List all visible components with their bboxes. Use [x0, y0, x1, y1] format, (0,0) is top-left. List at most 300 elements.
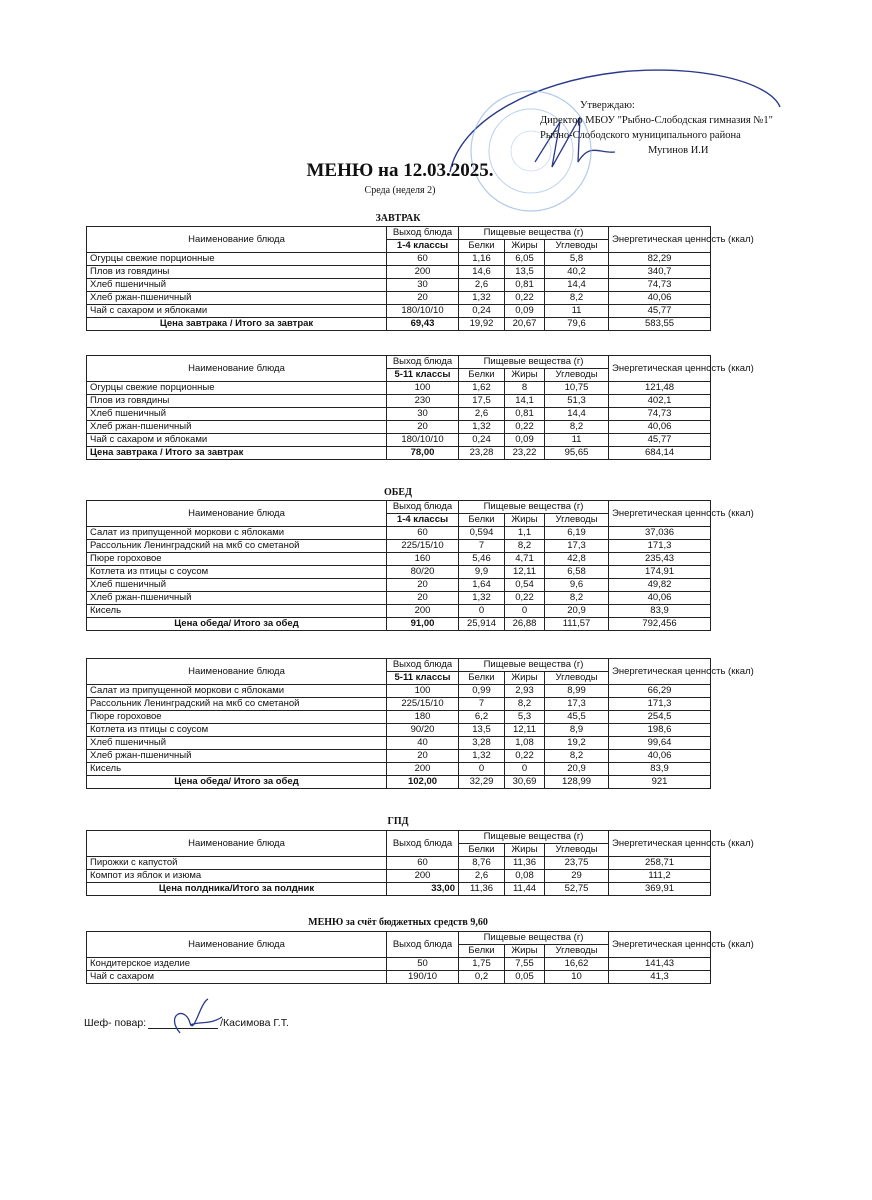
- dish-name: Чай с сахаром: [87, 971, 387, 984]
- table-row: [87, 395, 711, 408]
- header-carbs: Углеводы: [545, 945, 609, 958]
- header-row: [87, 932, 711, 945]
- table-row: [87, 698, 711, 711]
- breakfast-table-5-11: [86, 355, 754, 460]
- header-name: Наименование блюда: [87, 659, 387, 685]
- dish-value: 51,3: [545, 395, 609, 408]
- header-energy: Энергетическая ценность (ккал): [609, 227, 711, 253]
- total-value: 792,456: [609, 618, 711, 631]
- header-name: Наименование блюда: [87, 831, 387, 857]
- dish-value: 1,16: [459, 253, 505, 266]
- dish-value: 20: [387, 750, 459, 763]
- table-row: [87, 737, 711, 750]
- header-fats: Жиры: [505, 369, 545, 382]
- header-output: Выход блюда: [387, 659, 459, 672]
- dish-value: 0,09: [505, 434, 545, 447]
- dish-value: 12,11: [505, 566, 545, 579]
- total-value: 26,88: [505, 618, 545, 631]
- dish-name: Пюре гороховое: [87, 553, 387, 566]
- table-row: [87, 305, 711, 318]
- dish-value: 17,3: [545, 698, 609, 711]
- dish-value: 2,6: [459, 870, 505, 883]
- total-value: 20,67: [505, 318, 545, 331]
- total-row: [87, 776, 711, 789]
- dish-name: Котлета из птицы с соусом: [87, 724, 387, 737]
- dish-value: 14,4: [545, 408, 609, 421]
- header-name: Наименование блюда: [87, 932, 387, 958]
- header-output: Выход блюда: [387, 501, 459, 514]
- dish-name: Хлеб ржан-пшеничный: [87, 750, 387, 763]
- dish-value: 83,9: [609, 605, 711, 618]
- header-energy: Энергетическая ценность (ккал): [609, 932, 711, 958]
- dish-value: 200: [387, 763, 459, 776]
- table-row: [87, 421, 711, 434]
- dish-value: 0,08: [505, 870, 545, 883]
- header-energy: Энергетическая ценность (ккал): [609, 356, 711, 382]
- total-value: 128,99: [545, 776, 609, 789]
- dish-name: Плов из говядины: [87, 266, 387, 279]
- table-row: [87, 857, 711, 870]
- dish-value: 14,6: [459, 266, 505, 279]
- breakfast-heading: ЗАВТРАК: [375, 213, 421, 224]
- dish-value: 6,58: [545, 566, 609, 579]
- dish-value: 40,06: [609, 750, 711, 763]
- dish-value: 30: [387, 279, 459, 292]
- dish-value: 41,3: [609, 971, 711, 984]
- chef-signature: [160, 995, 230, 1039]
- header-output: Выход блюда: [387, 932, 459, 958]
- header-energy: Энергетическая ценность (ккал): [609, 831, 711, 857]
- header-fats: Жиры: [505, 844, 545, 857]
- header-row: [87, 659, 711, 672]
- total-row: [87, 883, 711, 896]
- dish-value: 60: [387, 527, 459, 540]
- dish-value: 8,2: [505, 540, 545, 553]
- table-row: [87, 566, 711, 579]
- dish-value: 0: [459, 763, 505, 776]
- dish-value: 258,71: [609, 857, 711, 870]
- approval-block: [540, 98, 860, 158]
- total-value: 11,36: [459, 883, 505, 896]
- total-value: 23,22: [505, 447, 545, 460]
- dish-value: 1,08: [505, 737, 545, 750]
- header-nutrients: Пищевые вещества (г): [459, 501, 609, 514]
- dish-value: 0,22: [505, 292, 545, 305]
- dish-value: 0,99: [459, 685, 505, 698]
- total-row: [87, 618, 711, 631]
- table-row: [87, 711, 711, 724]
- dish-value: 8,2: [505, 698, 545, 711]
- table-row: [87, 870, 711, 883]
- approval-line2: Директор МБОУ "Рыбно-Слободская гимназия №1": [540, 115, 773, 126]
- dish-value: 60: [387, 253, 459, 266]
- dish-value: 1,32: [459, 750, 505, 763]
- dish-name: Хлеб пшеничный: [87, 579, 387, 592]
- dish-value: 0: [505, 605, 545, 618]
- dish-value: 30: [387, 408, 459, 421]
- dish-value: 66,29: [609, 685, 711, 698]
- header-fats: Жиры: [505, 672, 545, 685]
- dish-value: 90/20: [387, 724, 459, 737]
- dish-value: 49,82: [609, 579, 711, 592]
- dish-name: Кондитерское изделие: [87, 958, 387, 971]
- dish-value: 198,6: [609, 724, 711, 737]
- table-row: [87, 382, 711, 395]
- dish-value: 1,32: [459, 592, 505, 605]
- dish-value: 0,81: [505, 279, 545, 292]
- table-row: [87, 763, 711, 776]
- header-proteins: Белки: [459, 369, 505, 382]
- total-value: 369,91: [609, 883, 711, 896]
- total-value: 102,00: [387, 776, 459, 789]
- dish-value: 11: [545, 434, 609, 447]
- budget-table: [86, 931, 754, 984]
- total-value: 95,65: [545, 447, 609, 460]
- dish-value: 45,77: [609, 305, 711, 318]
- dish-value: 0: [505, 763, 545, 776]
- dish-value: 8,76: [459, 857, 505, 870]
- dish-value: 0,594: [459, 527, 505, 540]
- header-carbs: Углеводы: [545, 672, 609, 685]
- dish-value: 0,24: [459, 305, 505, 318]
- dish-value: 1,32: [459, 292, 505, 305]
- dish-value: 3,28: [459, 737, 505, 750]
- dish-value: 200: [387, 870, 459, 883]
- total-value: 19,92: [459, 318, 505, 331]
- dish-value: 2,6: [459, 408, 505, 421]
- table-row: [87, 434, 711, 447]
- total-value: 32,29: [459, 776, 505, 789]
- dish-value: 180: [387, 711, 459, 724]
- dish-name: Хлеб ржан-пшеничный: [87, 421, 387, 434]
- header-carbs: Углеводы: [545, 514, 609, 527]
- dish-name: Огурцы свежие порционные: [87, 382, 387, 395]
- dish-value: 141,43: [609, 958, 711, 971]
- chef-name: /Касимова Г.Т.: [220, 1017, 289, 1029]
- header-output: Выход блюда: [387, 831, 459, 857]
- dish-value: 0: [459, 605, 505, 618]
- dish-value: 174,91: [609, 566, 711, 579]
- dish-value: 2,93: [505, 685, 545, 698]
- total-value: 11,44: [505, 883, 545, 896]
- dish-name: Пирожки с капустой: [87, 857, 387, 870]
- dish-value: 10: [545, 971, 609, 984]
- dish-value: 7: [459, 698, 505, 711]
- dish-value: 20: [387, 421, 459, 434]
- approval-line4: Мугинов И.И: [648, 145, 709, 156]
- dish-value: 1,32: [459, 421, 505, 434]
- dish-value: 5,46: [459, 553, 505, 566]
- header-name: Наименование блюда: [87, 227, 387, 253]
- header-grade: 5-11 классы: [387, 672, 459, 685]
- dish-value: 12,11: [505, 724, 545, 737]
- dish-value: 121,48: [609, 382, 711, 395]
- header-carbs: Углеводы: [545, 240, 609, 253]
- approval-line1: Утверждаю:: [580, 100, 635, 111]
- total-label: Цена завтрака / Итого за завтрак: [87, 447, 387, 460]
- dish-value: 225/15/10: [387, 540, 459, 553]
- total-value: 23,28: [459, 447, 505, 460]
- header-output: Выход блюда: [387, 356, 459, 369]
- dish-value: 4,71: [505, 553, 545, 566]
- dish-value: 0,22: [505, 750, 545, 763]
- table-row: [87, 605, 711, 618]
- dish-value: 20,9: [545, 763, 609, 776]
- total-value: 79,6: [545, 318, 609, 331]
- dish-value: 45,77: [609, 434, 711, 447]
- total-value: 921: [609, 776, 711, 789]
- table-row: [87, 279, 711, 292]
- total-value: 78,00: [387, 447, 459, 460]
- dish-value: 2,6: [459, 279, 505, 292]
- header-nutrients: Пищевые вещества (г): [459, 227, 609, 240]
- dish-value: 6,2: [459, 711, 505, 724]
- dish-value: 230: [387, 395, 459, 408]
- dish-value: 40,06: [609, 292, 711, 305]
- page-title: МЕНЮ на 12.03.2025.: [306, 160, 494, 181]
- header-fats: Жиры: [505, 945, 545, 958]
- total-label: Цена полдника/Итого за полдник: [87, 883, 387, 896]
- header-carbs: Углеводы: [545, 369, 609, 382]
- dish-value: 40,06: [609, 592, 711, 605]
- page-subtitle: Среда (неделя 2): [364, 185, 436, 196]
- lunch-heading: ОБЕД: [384, 487, 412, 498]
- dish-value: 100: [387, 382, 459, 395]
- dish-value: 171,3: [609, 540, 711, 553]
- dish-name: Плов из говядины: [87, 395, 387, 408]
- dish-value: 1,75: [459, 958, 505, 971]
- total-label: Цена обеда/ Итого за обед: [87, 776, 387, 789]
- dish-name: Хлеб пшеничный: [87, 737, 387, 750]
- dish-value: 83,9: [609, 763, 711, 776]
- breakfast-table-1-4: [86, 226, 754, 331]
- dish-value: 20: [387, 292, 459, 305]
- header-proteins: Белки: [459, 240, 505, 253]
- dish-value: 20: [387, 592, 459, 605]
- dish-value: 17,3: [545, 540, 609, 553]
- header-nutrients: Пищевые вещества (г): [459, 831, 609, 844]
- dish-value: 7,55: [505, 958, 545, 971]
- header-nutrients: Пищевые вещества (г): [459, 659, 609, 672]
- dish-value: 14,4: [545, 279, 609, 292]
- header-fats: Жиры: [505, 240, 545, 253]
- dish-value: 0,81: [505, 408, 545, 421]
- total-value: 69,43: [387, 318, 459, 331]
- table-row: [87, 724, 711, 737]
- dish-value: 74,73: [609, 408, 711, 421]
- total-value: 111,57: [545, 618, 609, 631]
- header-carbs: Углеводы: [545, 844, 609, 857]
- header-grade: 5-11 классы: [387, 369, 459, 382]
- dish-value: 23,75: [545, 857, 609, 870]
- total-value: 33,00: [387, 883, 459, 896]
- header-grade: 1-4 классы: [387, 514, 459, 527]
- table-row: [87, 266, 711, 279]
- gpd-table: [86, 830, 754, 896]
- dish-value: 14,1: [505, 395, 545, 408]
- dish-value: 235,43: [609, 553, 711, 566]
- dish-name: Салат из припущенной моркови с яблоками: [87, 685, 387, 698]
- dish-value: 8,2: [545, 592, 609, 605]
- dish-name: Рассольник Ленинградский на мкб со сметаной: [87, 540, 387, 553]
- dish-value: 20,9: [545, 605, 609, 618]
- dish-name: Котлета из птицы с соусом: [87, 566, 387, 579]
- dish-name: Хлеб пшеничный: [87, 408, 387, 421]
- header-output: Выход блюда: [387, 227, 459, 240]
- dish-value: 37,036: [609, 527, 711, 540]
- dish-value: 160: [387, 553, 459, 566]
- dish-name: Салат из припущенной моркови с яблоками: [87, 527, 387, 540]
- dish-name: Кисель: [87, 605, 387, 618]
- dish-name: Рассольник Ленинградский на мкб со сметаной: [87, 698, 387, 711]
- approval-line3: Рыбно-Слободского муниципального района: [540, 130, 741, 141]
- dish-value: 8: [505, 382, 545, 395]
- dish-value: 13,5: [459, 724, 505, 737]
- dish-value: 0,05: [505, 971, 545, 984]
- dish-value: 13,5: [505, 266, 545, 279]
- dish-value: 16,62: [545, 958, 609, 971]
- header-row: [87, 831, 711, 844]
- table-row: [87, 540, 711, 553]
- budget-heading: МЕНЮ за счёт бюджетных средств 9,60: [308, 917, 488, 928]
- table-row: [87, 408, 711, 421]
- dish-value: 80/20: [387, 566, 459, 579]
- dish-value: 74,73: [609, 279, 711, 292]
- dish-value: 19,2: [545, 737, 609, 750]
- dish-value: 111,2: [609, 870, 711, 883]
- dish-value: 1,1: [505, 527, 545, 540]
- dish-value: 0,09: [505, 305, 545, 318]
- dish-name: Компот из яблок и изюма: [87, 870, 387, 883]
- table-row: [87, 750, 711, 763]
- total-value: 583,55: [609, 318, 711, 331]
- header-energy: Энергетическая ценность (ккал): [609, 501, 711, 527]
- header-proteins: Белки: [459, 514, 505, 527]
- dish-value: 402,1: [609, 395, 711, 408]
- dish-name: Кисель: [87, 763, 387, 776]
- dish-value: 42,8: [545, 553, 609, 566]
- table-row: [87, 971, 711, 984]
- dish-value: 9,9: [459, 566, 505, 579]
- table-row: [87, 553, 711, 566]
- header-proteins: Белки: [459, 945, 505, 958]
- dish-value: 5,3: [505, 711, 545, 724]
- dish-value: 82,29: [609, 253, 711, 266]
- dish-value: 5,8: [545, 253, 609, 266]
- dish-value: 0,22: [505, 592, 545, 605]
- dish-value: 40,2: [545, 266, 609, 279]
- total-label: Цена обеда/ Итого за обед: [87, 618, 387, 631]
- dish-name: Чай с сахаром и яблоками: [87, 434, 387, 447]
- table-row: [87, 253, 711, 266]
- total-value: 52,75: [545, 883, 609, 896]
- dish-value: 190/10: [387, 971, 459, 984]
- header-fats: Жиры: [505, 514, 545, 527]
- dish-value: 20: [387, 579, 459, 592]
- gpd-heading: ГПД: [387, 816, 409, 827]
- header-proteins: Белки: [459, 844, 505, 857]
- dish-value: 100: [387, 685, 459, 698]
- dish-value: 340,7: [609, 266, 711, 279]
- table-row: [87, 685, 711, 698]
- table-row: [87, 958, 711, 971]
- dish-value: 60: [387, 857, 459, 870]
- dish-value: 40: [387, 737, 459, 750]
- dish-value: 8,2: [545, 421, 609, 434]
- dish-name: Огурцы свежие порционные: [87, 253, 387, 266]
- dish-value: 8,99: [545, 685, 609, 698]
- header-nutrients: Пищевые вещества (г): [459, 932, 609, 945]
- header-grade: 1-4 классы: [387, 240, 459, 253]
- table-row: [87, 592, 711, 605]
- header-name: Наименование блюда: [87, 356, 387, 382]
- table-row: [87, 527, 711, 540]
- table-row: [87, 579, 711, 592]
- total-value: 91,00: [387, 618, 459, 631]
- dish-value: 10,75: [545, 382, 609, 395]
- dish-value: 8,2: [545, 750, 609, 763]
- dish-value: 45,5: [545, 711, 609, 724]
- dish-value: 6,05: [505, 253, 545, 266]
- header-nutrients: Пищевые вещества (г): [459, 356, 609, 369]
- header-row: [87, 501, 711, 514]
- dish-value: 1,64: [459, 579, 505, 592]
- lunch-table-1-4: [86, 500, 754, 631]
- table-row: [87, 292, 711, 305]
- dish-value: 7: [459, 540, 505, 553]
- dish-value: 225/15/10: [387, 698, 459, 711]
- dish-value: 6,19: [545, 527, 609, 540]
- dish-value: 17,5: [459, 395, 505, 408]
- dish-value: 1,62: [459, 382, 505, 395]
- dish-value: 8,9: [545, 724, 609, 737]
- dish-name: Хлеб ржан-пшеничный: [87, 592, 387, 605]
- dish-value: 11,36: [505, 857, 545, 870]
- total-row: [87, 447, 711, 460]
- dish-value: 40,06: [609, 421, 711, 434]
- dish-value: 50: [387, 958, 459, 971]
- dish-value: 200: [387, 605, 459, 618]
- header-proteins: Белки: [459, 672, 505, 685]
- dish-value: 0,22: [505, 421, 545, 434]
- dish-value: 0,24: [459, 434, 505, 447]
- header-name: Наименование блюда: [87, 501, 387, 527]
- dish-value: 180/10/10: [387, 434, 459, 447]
- total-value: 684,14: [609, 447, 711, 460]
- dish-name: Пюре гороховое: [87, 711, 387, 724]
- dish-value: 11: [545, 305, 609, 318]
- dish-value: 29: [545, 870, 609, 883]
- dish-value: 171,3: [609, 698, 711, 711]
- dish-value: 200: [387, 266, 459, 279]
- dish-name: Хлеб ржан-пшеничный: [87, 292, 387, 305]
- total-label: Цена завтрака / Итого за завтрак: [87, 318, 387, 331]
- dish-value: 180/10/10: [387, 305, 459, 318]
- dish-name: Хлеб пшеничный: [87, 279, 387, 292]
- header-energy: Энергетическая ценность (ккал): [609, 659, 711, 685]
- dish-value: 0,54: [505, 579, 545, 592]
- dish-name: Чай с сахаром и яблоками: [87, 305, 387, 318]
- header-row: [87, 356, 711, 369]
- dish-value: 9,6: [545, 579, 609, 592]
- total-value: 30,69: [505, 776, 545, 789]
- total-value: 25,914: [459, 618, 505, 631]
- lunch-table-5-11: [86, 658, 754, 789]
- dish-value: 8,2: [545, 292, 609, 305]
- total-row: [87, 318, 711, 331]
- header-row: [87, 227, 711, 240]
- dish-value: 99,64: [609, 737, 711, 750]
